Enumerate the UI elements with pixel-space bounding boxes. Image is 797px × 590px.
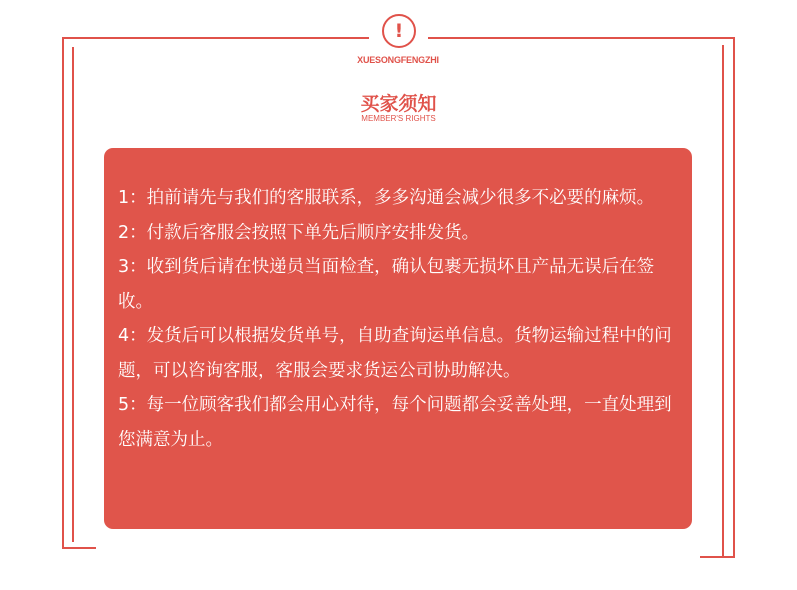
- notice-list: [118, 181, 682, 457]
- notice-item-4: 4：发货后可以根据发货单号，自助查询运单信息。货物运输过程中的问题，可以咨询客服，客服会要求货运公司协助解决。: [118, 326, 672, 381]
- frame-line-top-right: [428, 37, 735, 39]
- frame-line-top-left: [62, 37, 369, 39]
- notice-item-1: 1：拍前请先与我们的客服联系，多多沟通会减少很多不必要的麻烦。: [118, 188, 655, 208]
- page-subtitle: MEMBER'S RIGHTS: [361, 114, 436, 123]
- notice-item-3: 3：收到货后请在快递员当面检查，确认包裹无损坏且产品无误后在签收。: [118, 257, 655, 312]
- page-title: 买家须知: [360, 93, 437, 115]
- brand-name: XUESONGFENGZHI: [357, 55, 439, 65]
- frame-line-bottom-right: [700, 556, 735, 558]
- notice-card: [104, 148, 692, 529]
- exclamation-icon: [382, 14, 416, 48]
- notice-item-2: 2：付款后客服会按照下单先后顺序安排发货。: [118, 222, 480, 243]
- exclamation-glyph: !: [394, 19, 404, 42]
- notice-item-5: 5：每一位顾客我们都会用心对待，每个问题都会妥善处理，一直处理到您满意为止。: [118, 395, 672, 450]
- frame-line-bottom-left: [62, 547, 96, 549]
